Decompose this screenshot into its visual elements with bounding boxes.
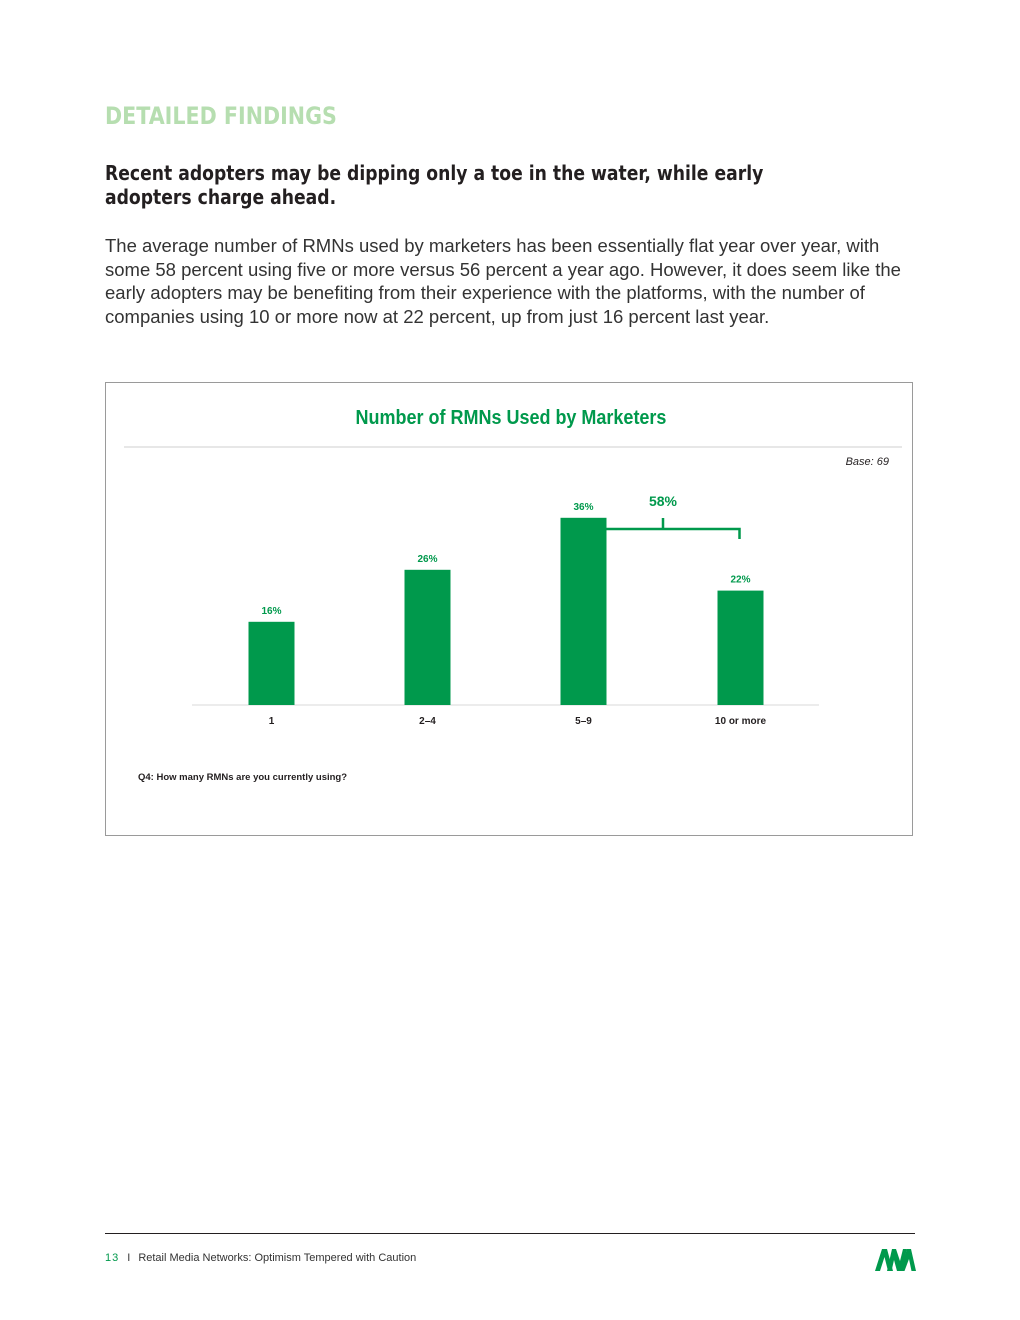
body-paragraph: The average number of RMNs used by marketers has been essentially flat year over year, with some 58 percent using five or more versus 56 percent a year ago. However, it does seem like the early adopters may be benefiting from their experience with the platforms, with the number of companies using 10 or more now at 22 percent, up from just 16 percent last year. <box>105 235 901 327</box>
bar-1 <box>249 622 295 705</box>
document-title: Retail Media Networks: Optimism Tempered with Caution <box>138 1252 417 1264</box>
data-label-4: 22% <box>730 574 751 586</box>
footer-rule <box>105 1233 915 1234</box>
chart-title: Number of RMNs Used by Marketers <box>355 407 667 430</box>
bar-4 <box>718 591 764 705</box>
data-label-2: 26% <box>417 553 438 565</box>
category-label-4: 10 or more <box>714 716 767 727</box>
chart-panel <box>105 382 913 836</box>
bar-chart <box>106 383 914 837</box>
question-note: Q4: How many RMNs are you currently using? <box>138 772 348 783</box>
data-label-3: 36% <box>573 501 594 513</box>
headline: Recent adopters may be dipping only a toe in the water, while early adopters charge ahead. <box>105 161 764 209</box>
footer <box>105 1252 416 1264</box>
bracket <box>587 518 740 539</box>
category-label-3: 5–9 <box>575 716 592 727</box>
page-number: 13 <box>105 1252 120 1264</box>
category-label-1: 1 <box>268 716 275 727</box>
section-title: DETAILED FINDINGS <box>105 102 337 130</box>
ana-logo <box>873 1245 917 1273</box>
bracket-label: 58% <box>648 493 678 509</box>
base-note: Base: 69 <box>845 456 889 468</box>
category-label-2: 2–4 <box>419 716 436 727</box>
data-label-1: 16% <box>261 605 282 617</box>
bar-3 <box>561 518 607 705</box>
bar-2 <box>405 570 451 705</box>
footer-separator: I <box>127 1252 131 1264</box>
